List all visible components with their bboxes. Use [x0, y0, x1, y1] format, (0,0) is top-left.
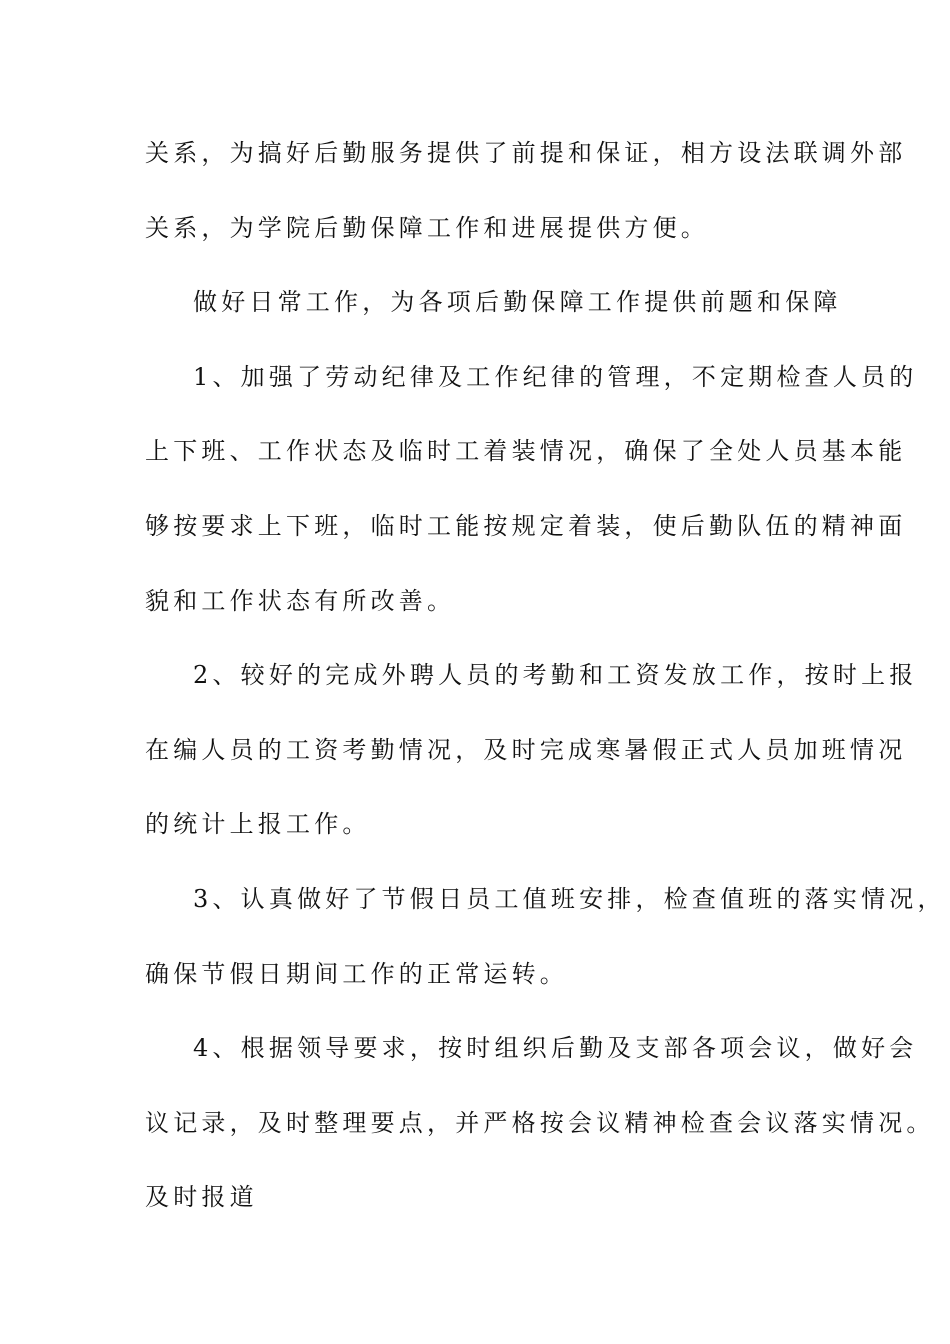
text-line: 够按要求上下班，临时工能按规定着装，使后勤队伍的精神面	[145, 511, 907, 540]
text-line: 的统计上报工作。	[145, 810, 371, 839]
text-line: 确保节假日期间工作的正常运转。	[145, 959, 568, 988]
document-body	[145, 128, 946, 1247]
text-line: 在编人员的工资考勤情况，及时完成寒暑假正式人员加班情况	[145, 735, 907, 764]
text-line: 上下班、工作状态及临时工着装情况，确保了全处人员基本能	[145, 437, 907, 466]
text-line: 1、加强了劳动纪律及工作纪律的管理，不定期检查人员的	[193, 362, 918, 391]
text-line: 关系，为搞好后勤服务提供了前提和保证，相方设法联调外部	[145, 139, 907, 167]
section-heading: 做好日常工作，为各项后勤保障工作提供前题和保障	[193, 288, 842, 317]
text-line: 貌和工作状态有所改善。	[145, 586, 456, 615]
text-line: 及时报道	[145, 1183, 258, 1212]
text-line: 关系，为学院后勤保障工作和进展提供方便。	[145, 213, 709, 242]
text-line: 3、认真做好了节假日员工值班安排，检查值班的落实情况，	[193, 884, 946, 913]
text-line: 4、根据领导要求，按时组织后勤及支部各项会议，做好会	[193, 1034, 918, 1063]
text-line: 议记录，及时整理要点，并严格按会议精神检查会议落实情况。	[145, 1108, 935, 1137]
text-line: 2、较好的完成外聘人员的考勤和工资发放工作，按时上报	[193, 661, 918, 690]
